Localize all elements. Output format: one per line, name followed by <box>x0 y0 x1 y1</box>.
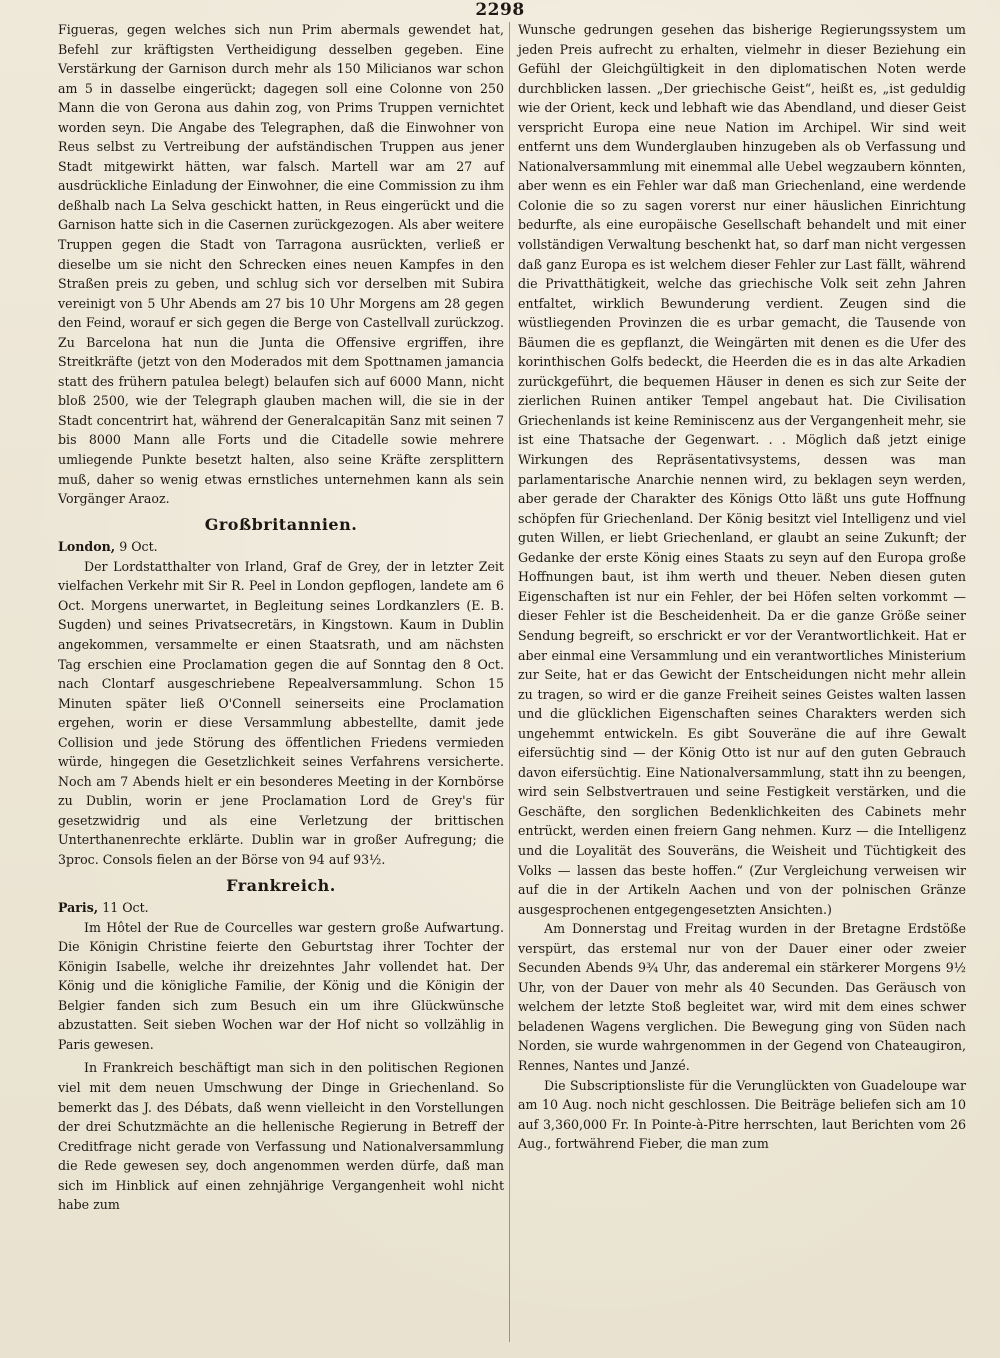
france-report-text-1: Im Hôtel der Rue de Courcelles war gestern große Aufwartung. Die Königin Christine feierte den Geburtstag ihrer Tochter der Königin Isabelle, welche ihr dreizehntes Jahr vollendet hat. Der König und die königliche Familie, der König und die Königin der Belgier fanden sich zum Besuch ein um ihre Glückwünsche abzustatten. Seit sieben Wochen war der Hof nicht so vollzählig in Paris gewesen. <box>58 919 504 1052</box>
right-column <box>518 20 966 1154</box>
britain-date: 9 Oct. <box>119 539 158 555</box>
left-column <box>58 20 504 1215</box>
column-divider <box>509 22 510 1342</box>
page-number: 2298 <box>475 0 525 20</box>
france-dateline <box>58 898 504 918</box>
greece-commentary-text: Wunsche gedrungen gesehen das bisherige Regierungssystem um jeden Preis aufrecht zu erhalten, vielmehr in dieser Beziehung ein Gefühl der Gleichgültigkeit in den diplomatischen Noten werde durchblicken lassen. „Der griechische Geist“, heißt es, „ist geduldig wie der Orient, keck und lebhaft wie das Abendland, und dieser Geist verspricht Europa eine neue Nation im Archipel. Wir sind weit entfernt uns dem Wunderglauben hinzugeben als ob Verfassung und Nationalversammlung mit einemmal alle Uebel wegzaubern könnten, aber wenn es ein Fehler war daß man Griechenland, eine werdende Colonie die so zu sagen vorerst nur einer häuslichen Einrichtung bedurfte, als eine europäische Gesellschaft behandelt und mit einer vollständigen Verwaltung beschenkt hat, so darf man nicht vergessen daß ganz Europa es ist welchem dieser Fehler zur Last fällt, während die Privatthätigkeit, welche das griechische Volk seit zehn Jahren entfaltet, wirklich Bewunderung verdient. Zeugen sind die wüstliegenden Provinzen die es urbar gemacht, die Tausende von Bäumen die es gepflanzt, die Weingärten mit denen es die Ufer des korinthischen Golfs bedeckt, die Heerden die es in das alte Arkadien zurückgeführt, die bequemen Häuser in denen es sich zur Seite der zierlichen Ruinen antiker Tempel angebaut hat. Die Civilisation Griechenlands ist keine Reminiscenz aus der Vergangenheit mehr, sie ist eine Thatsache der Gegenwart. . . Möglich daß jetzt einige Wirkungen des Repräsentativsystems, dessen was man parlamentarische Anarchie nennen wird, zu beklagen seyn werden, aber gerade der Charakter des Königs Otto läßt uns gute Hoffnung schöpfen für Griechenland. Der König besitzt viel Intelligenz und viel guten Willen, er liebt Griechenland, er glaubt an seine Zukunft; der Gedanke der erste König eines Staats zu seyn auf den Europa große Hoffnungen baut, ist ihm werth und theuer. Neben diesen guten Eigenschaften ist nur ein Fehler, der bei Höfen selten vorkommt — dieser Fehler ist die Bescheidenheit. Da er die ganze Größe seiner Sendung begreift, so erschrickt er vor der Verantwortlichkeit. Hat er aber einmal eine Versammlung und ein verantwortliches Ministerium zur Seite, hat er das Gewicht der Entscheidungen nicht mehr allein zu tragen, so wird er die ganze Freiheit seines Geistes walten lassen und die glücklichen Eigenschaften seines Charakters werden sich ungehemmt entwickeln. Es gibt Souveräne die auf ihre Gewalt eifersüchtig sind — der König Otto ist nur auf den guten Gebrauch davon eifersüchtig. Eine Nationalversammlung, statt ihn zu beengen, wird sein Selbstvertrauen und seine Festigkeit verstärken, und die Geschäfte, den sorglichen Bedenklichkeiten des Cabinets mehr entrückt, werden einen freiern Gang nehmen. Kurz — die Intelligenz und die Loyalität des Souveräns, die Weisheit und Tüchtigkeit des Volks — lassen das beste hoffen.“ (Zur Vergleichung verweisen wir auf die in der Artikeln Aachen und von der polnischen Gränze ausgesprochenen entgegengesetzten Ansichten.) <box>518 22 966 917</box>
earthquake-report-text: Am Donnerstag und Freitag wurden in der Bretagne Erdstöße verspürt, das erstemal nur von der Dauer einer oder zweier Secunden Abends 9¾ Uhr, das anderemal ein stärkerer Morgens 9½ Uhr, von der Dauer von mehr als 40 Secunden. Das Geräusch von welchem der letzte Stoß begleitet war, wird mit dem eines schwer beladenen Wagens verglichen. Die Bewegung ging von Süden nach Norden, sie wurde wahrgenommen in der Gegend von Chateaugiron, Rennes, Nantes und Janzé. <box>518 921 966 1073</box>
france-report-text-2: In Frankreich beschäftigt man sich in den politischen Regionen viel mit dem neuen Umschwung der Dinge in Griechenland. So bemerkt das J. des Débats, daß wenn vielleicht in den Vorstellungen der drei Schutzmächte an die hellenische Regierung in Betreff der Creditfrage nicht gerade von Verfassung und Nationalversammlung die Rede gewesen sey, doch angenommen werden dürfe, daß man sich im Hinblick auf einen zehnjährige Vergangenheit wohl nicht habe zum <box>58 1060 504 1213</box>
britain-dateline <box>58 537 504 557</box>
france-place: Paris, <box>58 900 99 916</box>
france-date: 11 Oct. <box>102 900 149 916</box>
britain-report-text: Der Lordstatthalter von Irland, Graf de Grey, der in letzter Zeit vielfachen Verkehr mit Sir R. Peel in London gepflogen, landete am 6 Oct. Morgens unerwartet, in Begleitung seines Lordkanzlers (E. B. Sugden) und seines Privatsecretärs, in Kingstown. Kaum in Dublin angekommen, versammelte er einen Staatsrath, und am nächsten Tag erschien eine Proclamation gegen die auf Sonntag den 8 Oct. nach Clontarf ausgeschriebene Repealversammlung. Schon 15 Minuten später ließ O'Connell seinerseits eine Proclamation ergehen, worin er diese Versammlung abbestellte, damit jede Collision und jede Störung des öffentlichen Friedens vermieden würde, hingegen die Gesetzlichkeit seines Verfahrens versicherte. Noch am 7 Abends hielt er ein besonderes Meeting in der Kornbörse zu Dublin, worin er jene Proclamation Lord de Grey's für gesetzwidrig und als eine Verletzung der brittischen Unterthanenrechte erklärte. Dublin war in großer Aufregung; die 3proc. Consols fielen an der Börse von 94 auf 93½. <box>58 558 504 867</box>
britain-section-heading: Großbritannien. <box>204 514 358 534</box>
britain-place: London, <box>58 539 116 555</box>
france-section-heading: Frankreich. <box>226 875 336 895</box>
spain-report-text: Figueras, gegen welches sich nun Prim abermals gewendet hat, Befehl zur kräftigsten Vertheidigung desselben gegeben. Eine Verstärkung der Garnison durch mehr als 150 Milicianos war schon am 5 in dasselbe eingerückt; dagegen soll eine Colonne von 250 Mann die von Gerona aus dahin zog, von Prims Truppen vernichtet worden seyn. Die Angabe des Telegraphen, daß die Einwohner von Reus selbst zu Vertreibung der aufständischen Truppen aus jener Stadt mitgewirkt hätten, war falsch. Martell war am 27 auf ausdrückliche Einladung der Einwohner, die eine Commission zu ihm deßhalb nach La Selva geschickt hatten, in Reus eingerückt und die Garnison hatte sich in die Casernen zurückgezogen. Als aber weitere Truppen gegen die Stadt von Tarragona ausrückten, verließ er dieselbe um sie nicht den Schrecken eines neuen Kampfes in den Straßen preis zu geben, und schlug sich vor derselben mit Subira vereinigt von 5 Uhr Abends am 27 bis 10 Uhr Morgens am 28 gegen den Feind, worauf er sich gegen die Berge von Castellvall zurückzog. Zu Barcelona hat nun die Junta die Offensive ergriffen, ihre Streitkräfte (jetzt von den Moderados mit dem Spottnamen jamancia statt des frühern patulea belegt) belaufen sich auf 6000 Mann, nicht bloß 2500, wie der Telegraph glauben machen will, die sie in der Stadt concentrirt hat, während der Generalcapitän Sanz mit seinen 7 bis 8000 Mann alle Forts und die Citadelle sowie mehrere umliegende Punkte besetzt halten, also seine Kräfte zersplittern muß, daher so wenig etwas ernstliches unternehmen kann als sein Vorgänger Araoz. <box>58 22 504 507</box>
guadeloupe-report-text: Die Subscriptionsliste für die Verunglückten von Guadeloupe war am 10 Aug. noch nicht geschlossen. Die Beiträge beliefen sich am 10 auf 3,360,000 Fr. In Pointe-à-Pitre herrschten, laut Berichten vom 26 Aug., fortwährend Fieber, die man zum <box>518 1077 966 1152</box>
